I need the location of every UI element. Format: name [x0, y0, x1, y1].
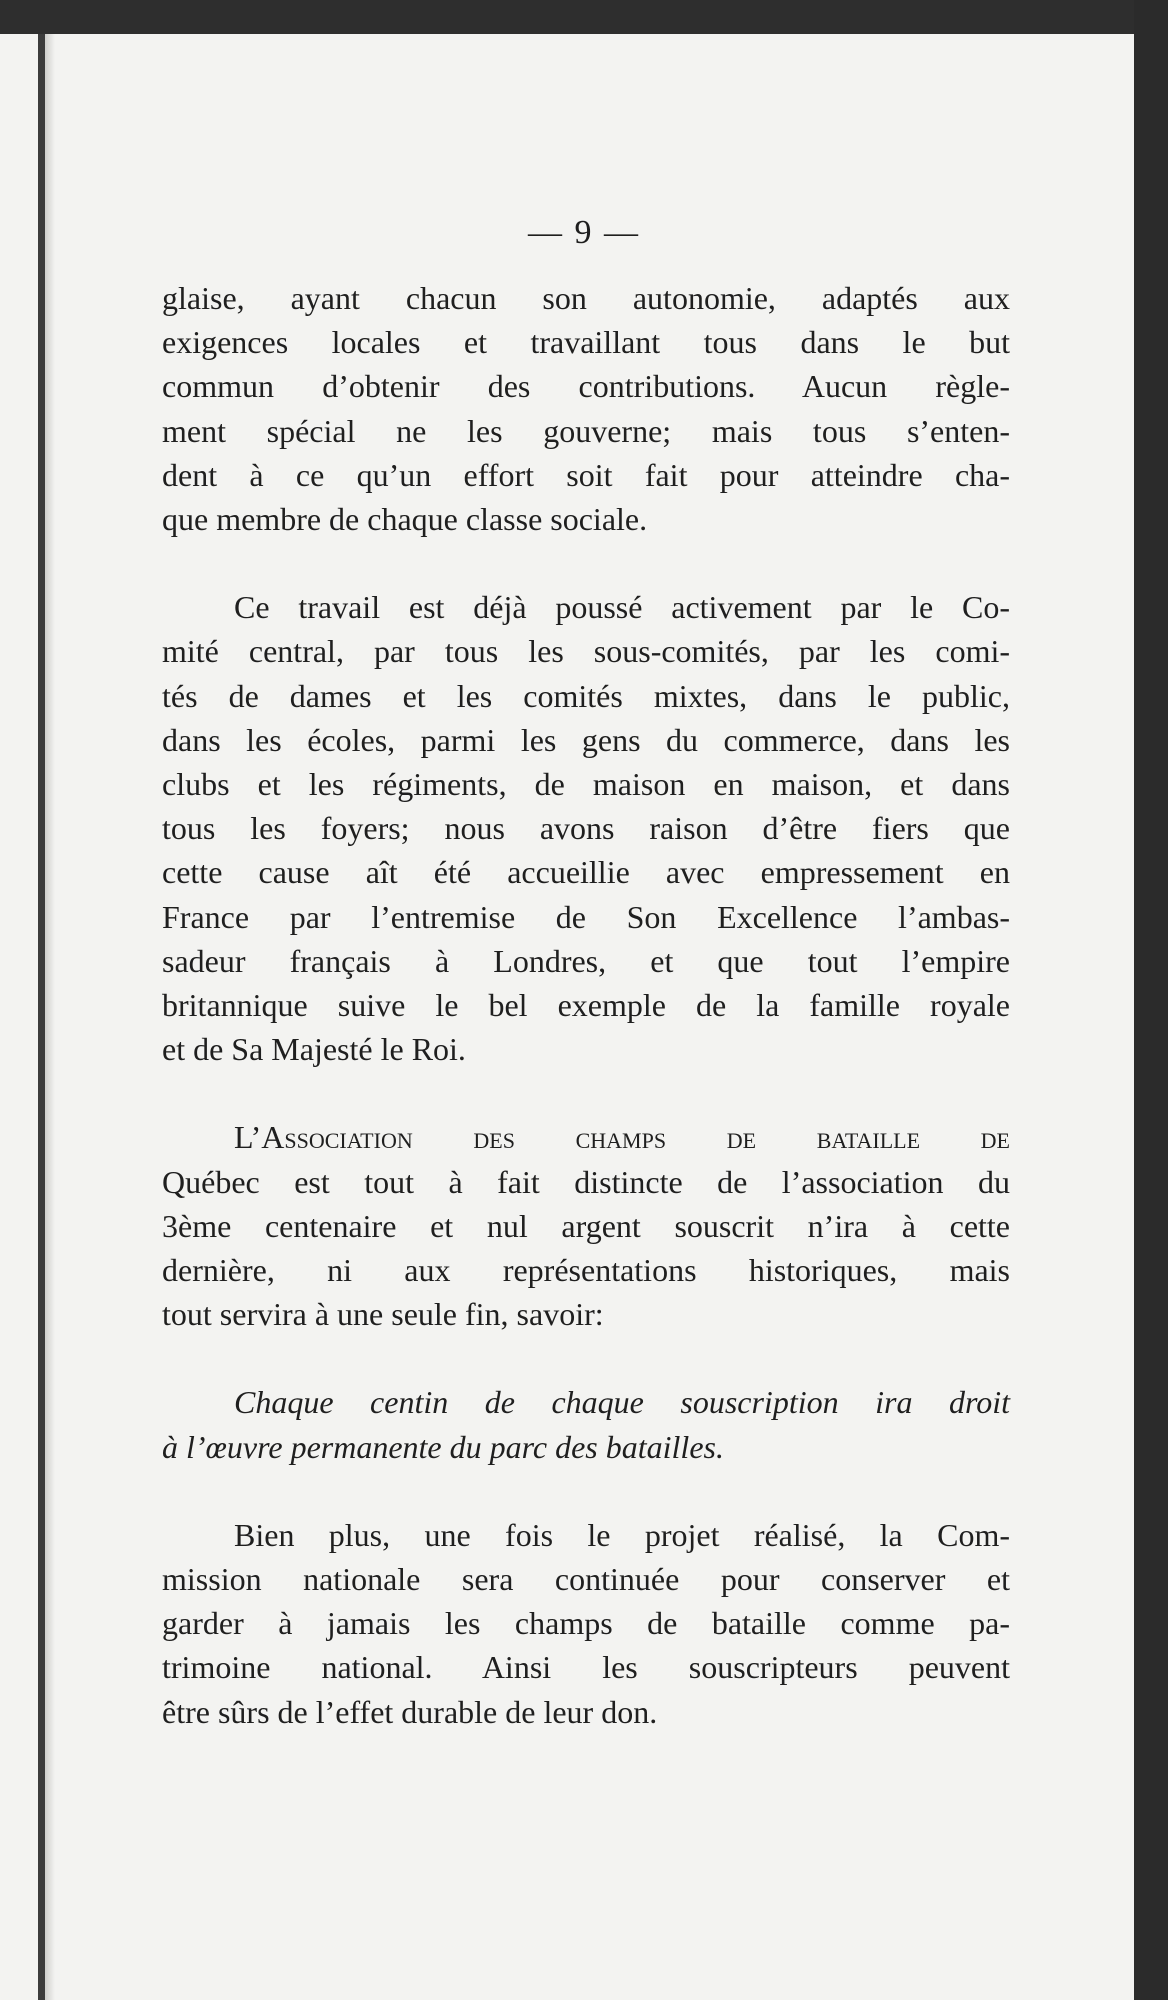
text-line: tous les foyers; nous avons raison d’être fiers que — [162, 810, 1010, 847]
paragraph-4-emphasis — [162, 1380, 1010, 1468]
text-line: 3ème centenaire et nul argent souscrit n’ira à cette — [162, 1207, 1010, 1244]
text-line: dent à ce qu’un effort soit fait pour atteindre cha- — [162, 456, 1010, 493]
text-line: garder à jamais les champs de bataille comme pa- — [162, 1605, 1010, 1642]
paragraph-5 — [162, 1513, 1010, 1734]
text-line: Ce travail est déjà poussé activement par le Co- — [234, 589, 1010, 626]
text-line: à l’œuvre permanente du parc des batailles. — [162, 1428, 724, 1465]
text-line: sadeur français à Londres, et que tout l’empire — [162, 942, 1010, 979]
scan-top-border — [0, 0, 1168, 34]
text-line: que membre de chaque classe sociale. — [162, 501, 648, 538]
page-spine-edge — [38, 34, 45, 2000]
text-line: mité central, par tous les sous-comités, par les comi- — [162, 633, 1010, 670]
text-line: tés de dames et les comités mixtes, dans le public, — [162, 677, 1010, 714]
paragraph-3 — [162, 1115, 1010, 1336]
text-line: Bien plus, une fois le projet réalisé, la Com- — [234, 1516, 1010, 1553]
page-body — [162, 276, 1010, 1734]
text-line: commun d’obtenir des contributions. Aucun règle- — [162, 368, 1010, 405]
text-line: être sûrs de l’effet durable de leur don. — [162, 1693, 658, 1730]
text-line: France par l’entremise de Son Excellence l’ambas- — [162, 898, 1010, 935]
text-line: Chaque centin de chaque souscription ira droit — [234, 1384, 1010, 1421]
text-line: clubs et les régiments, de maison en maison, et dans — [162, 766, 1010, 803]
text-line: exigences locales et travaillant tous dans le but — [162, 324, 1010, 361]
text-line: trimoine national. Ainsi les souscripteurs peuvent — [162, 1649, 1010, 1686]
text-line: dans les écoles, parmi les gens du commerce, dans les — [162, 721, 1010, 758]
paragraph-2 — [162, 585, 1010, 1071]
text-line: L’Association des champs de bataille de — [234, 1119, 1010, 1156]
text-line: cette cause aît été accueillie avec empressement en — [162, 854, 1010, 891]
scan-right-border — [1134, 0, 1168, 2000]
text-line: ment spécial ne les gouverne; mais tous s’enten- — [162, 412, 1010, 449]
spine-shadow — [45, 34, 55, 2000]
text-line: tout servira à une seule fin, savoir: — [162, 1296, 604, 1333]
text-line: Québec est tout à fait distincte de l’association du — [162, 1163, 1010, 1200]
paragraph-1 — [162, 276, 1010, 541]
page-number: — 9 — — [528, 214, 640, 251]
text-line: et de Sa Majesté le Roi. — [162, 1031, 466, 1068]
text-line: britannique suive le bel exemple de la famille royale — [162, 987, 1010, 1024]
text-line: glaise, ayant chacun son autonomie, adaptés aux — [162, 280, 1010, 316]
text-line: mission nationale sera continuée pour conserver et — [162, 1561, 1010, 1598]
text-line: dernière, ni aux représentations historiques, mais — [162, 1252, 1010, 1289]
